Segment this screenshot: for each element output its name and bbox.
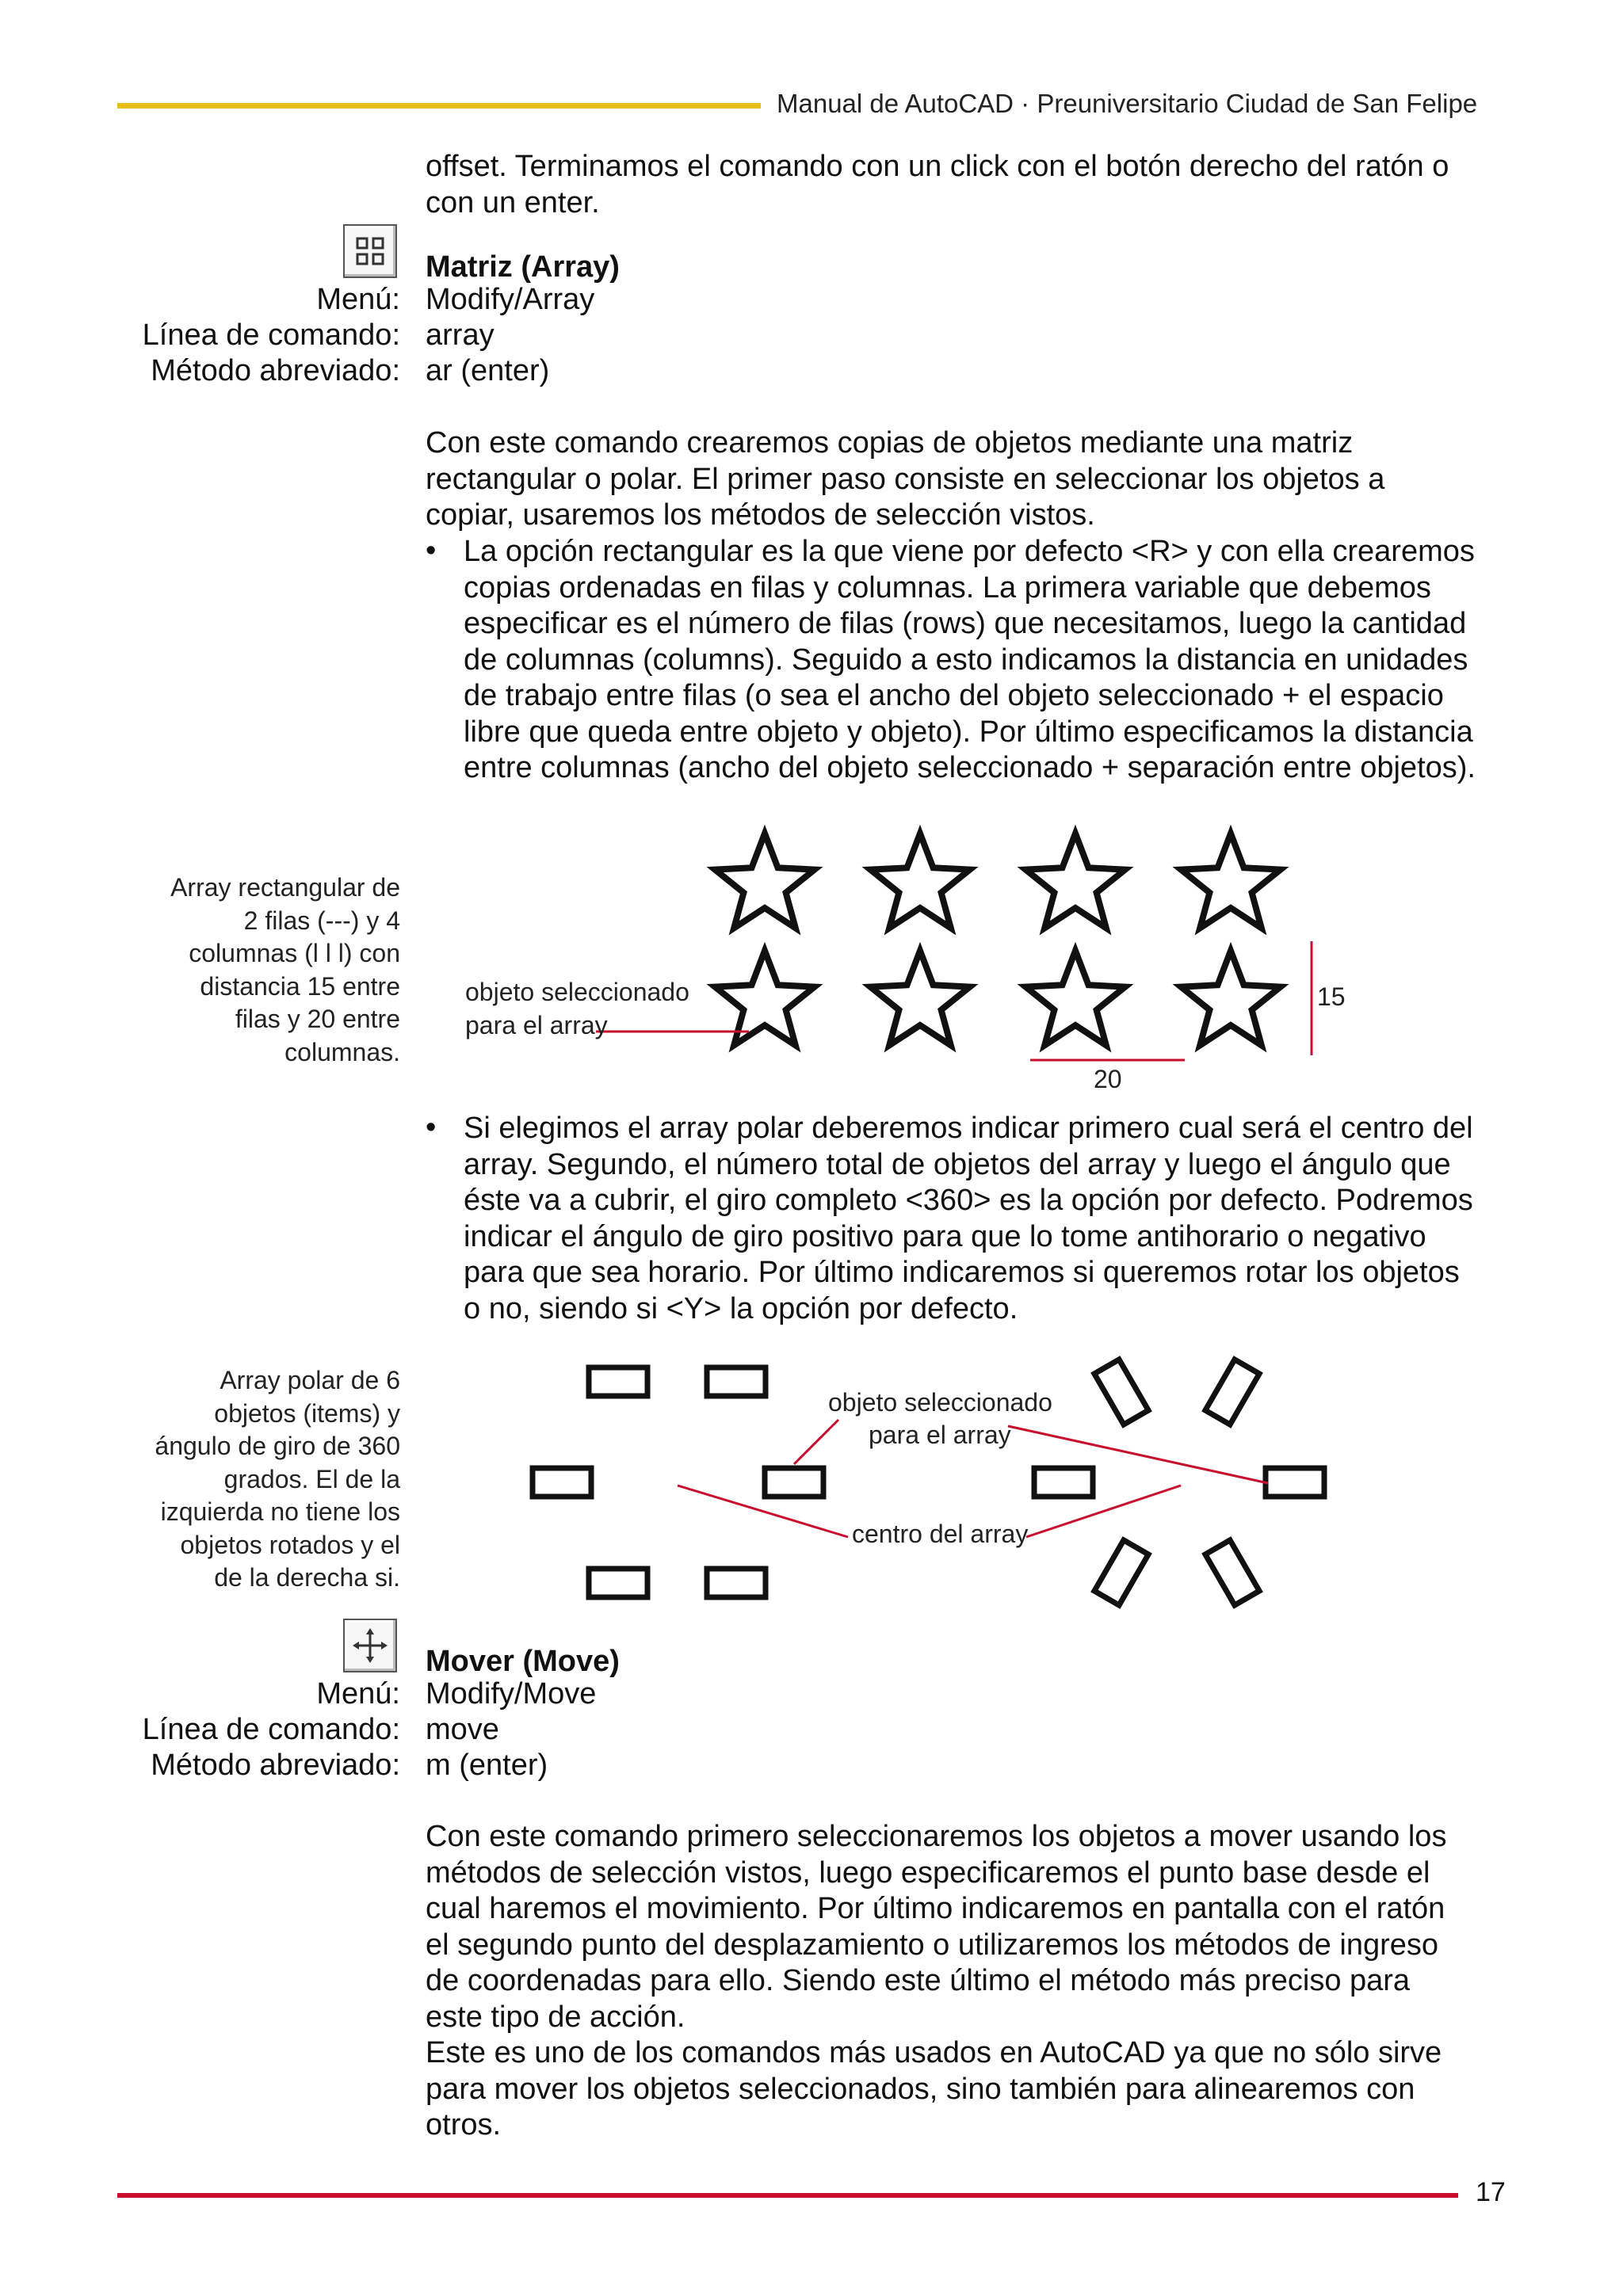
intro-text: offset. Terminamos el comando con un click con el botón derecho del ratón o con un enter.: [426, 150, 1449, 219]
polar-right-item-4: [1205, 1360, 1259, 1425]
polar-label-selected-1: objeto seleccionado: [828, 1388, 1052, 1417]
bullet-polar-marker: •: [426, 1111, 437, 1144]
move-menu-value: Modify/Move: [426, 1677, 597, 1711]
array-shortcut-value: ar (enter): [426, 354, 550, 387]
polar-left-item-3: [533, 1468, 591, 1497]
figure-polar-caption: Array polar de 6 objetos (items) y ángulo de giro de 360 grados. El de la izquierda no tiene los objetos rotados y el de la derecha si.: [155, 1366, 400, 1592]
polar-left-item-4: [765, 1468, 823, 1497]
star-r1-c3: [1025, 833, 1125, 928]
move-shortcut-value: m (enter): [426, 1749, 548, 1782]
rect-label-line2: para el array: [465, 1011, 608, 1039]
polar-selected-leader-left: [794, 1420, 838, 1464]
polar-right-item-2: [1266, 1468, 1324, 1497]
rect-dim-rows: 15: [1317, 982, 1346, 1011]
polar-label-center: centro del array: [852, 1520, 1029, 1548]
polar-center-leader-right: [1026, 1486, 1181, 1537]
polar-right-item-5: [1094, 1540, 1148, 1605]
bullet-polar-text: Si elegimos el array polar deberemos indicar primero cual será el centro del array. Segundo, el número total de objetos del array y luego el ángulo que éste va a cubrir, el giro completo <360> es la opción por defecto. Podremos indicar el ángulo de giro positivo para que lo tome antihorario o negativo para que sea horario. Por último indicaremos si queremos rotar los objetos o no, siendo si <Y> la opción por defecto.: [464, 1112, 1473, 1325]
array-shortcut-label: Método abreviado:: [151, 354, 400, 387]
star-r1-c1: [715, 833, 815, 928]
star-r2-c4: [1181, 951, 1281, 1045]
rect-label-line1: objeto seleccionado: [465, 978, 689, 1006]
polar-right-item-3: [1094, 1360, 1148, 1425]
polar-left-item-5: [589, 1569, 647, 1597]
array-menu-value: Modify/Array: [426, 283, 595, 316]
move-icon: [343, 1619, 397, 1672]
rect-array-figure: [444, 824, 1355, 1101]
polar-array-figure: [515, 1339, 1371, 1640]
polar-selected-leader-right: [1008, 1426, 1268, 1483]
array-cmdline-value: array: [426, 318, 495, 352]
footer-rule: [117, 2193, 1458, 2198]
array-icon: [343, 224, 397, 278]
array-description: Con este comando crearemos copias de objetos mediante una matriz rectangular o polar. El primer paso consiste en seleccionar los objetos a copiar, usaremos los métodos de selección vistos.: [426, 426, 1385, 532]
move-cmdline-label: Línea de comando:: [142, 1713, 400, 1746]
bullet-rect-marker: •: [426, 534, 437, 567]
bullet-rect-text: La opción rectangular es la que viene por defecto <R> y con ella crearemos copias ordenadas en filas y columnas. La primera variable que debemos especificar es el número de filas (rows) que necesitamos, luego la cantidad de columnas (columns). Seguido a esto indicamos la distancia en unidades de trabajo entre filas (o sea el ancho del objeto seleccionado + el espacio libre que queda entre objeto y objeto). Por último especificamos la distancia entre columnas (ancho del objeto seleccionado + separación entre objetos).: [464, 535, 1476, 784]
move-menu-label: Menú:: [316, 1677, 400, 1711]
rect-dim-cols: 20: [1094, 1065, 1122, 1093]
polar-left-item-6: [707, 1569, 766, 1597]
move-description: Con este comando primero seleccionaremos los objetos a mover usando los métodos de selección vistos, luego especificaremos el punto base desde el cual haremos el movimiento. Por último indicaremos en pantalla con el ratón el segundo punto del desplazamiento o utilizaremos los métodos de ingreso de coordenadas para ello. Siendo este último el método más preciso para este tipo de acción.: [426, 1820, 1447, 2034]
move-title: Mover (Move): [426, 1645, 620, 1678]
page-number: 17: [1476, 2177, 1506, 2207]
polar-left-item-2: [707, 1367, 766, 1396]
header-title: Manual de AutoCAD · Preuniversitario Ciudad de San Felipe: [777, 89, 1478, 118]
array-cmdline-label: Línea de comando:: [142, 318, 400, 352]
star-r2-c3: [1025, 951, 1125, 1045]
move-shortcut-label: Método abreviado:: [151, 1749, 400, 1782]
polar-right-item-6: [1205, 1540, 1259, 1605]
move-cmdline-value: move: [426, 1713, 499, 1746]
star-r1-c2: [870, 833, 970, 928]
polar-left-item-1: [589, 1367, 647, 1396]
figure-rect-caption: Array rectangular de 2 filas (---) y 4 columnas (l l l) con distancia 15 entre filas y 20 entre columnas.: [170, 873, 400, 1066]
star-r2-c2: [870, 951, 970, 1045]
array-title: Matriz (Array): [426, 250, 620, 284]
array-menu-label: Menú:: [316, 283, 400, 316]
polar-label-selected-2: para el array: [869, 1421, 1011, 1449]
move-description-2: Este es uno de los comandos más usados en AutoCAD ya que no sólo sirve para mover los objetos seleccionados, sino también para alinearemos con otros.: [426, 2036, 1442, 2142]
star-r1-c4: [1181, 833, 1281, 928]
header-rule: [117, 103, 761, 109]
polar-right-item-1: [1034, 1468, 1093, 1497]
